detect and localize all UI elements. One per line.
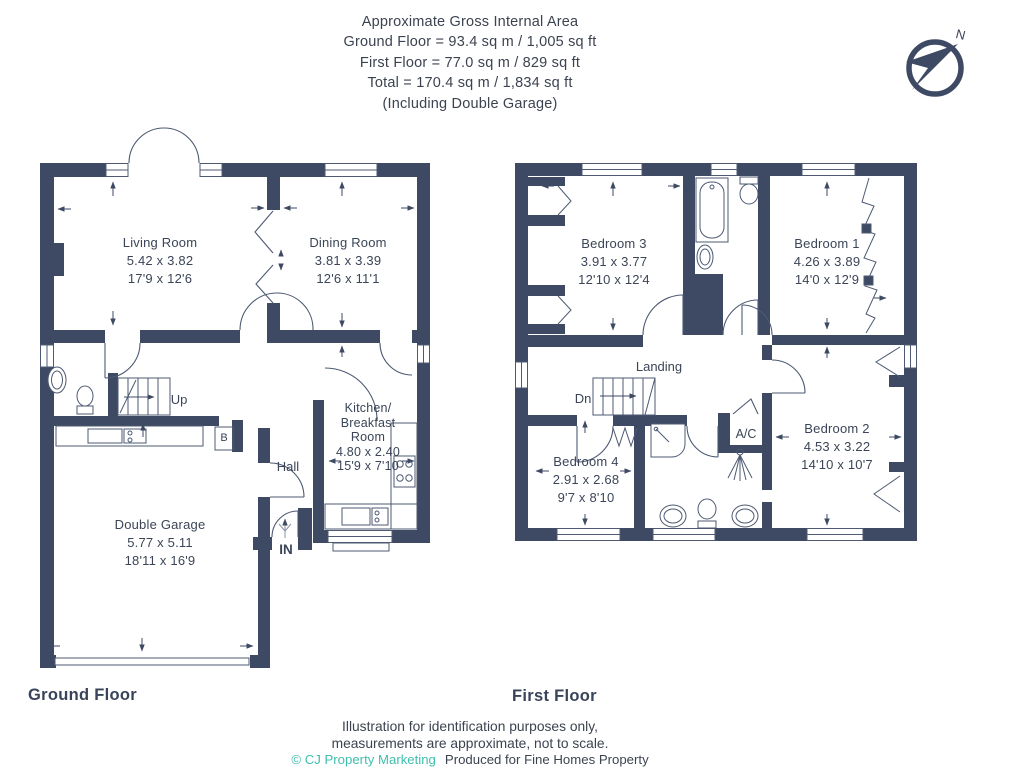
stairs-down-label: Dn	[574, 391, 592, 406]
window	[905, 345, 917, 368]
room-dimensions-metric: 5.77 x 5.11	[127, 535, 193, 550]
credits	[150, 752, 790, 767]
airing-cupboard-label: A/C	[735, 427, 757, 441]
chimney-bump	[54, 243, 64, 276]
wall-segment	[298, 508, 312, 550]
summary-ground: Ground Floor = 93.4 sq m / 1,005 sq ft	[343, 34, 597, 51]
french-door-arc	[164, 128, 199, 163]
disclaimer-line-1: Illustration for identification purposes only,	[342, 719, 598, 734]
boiler-label: B	[220, 432, 228, 444]
room-label-bedroom-3	[578, 235, 650, 289]
window	[41, 345, 54, 367]
room-dimensions-metric: 3.81 x 3.39	[314, 253, 382, 268]
room-name: Room	[350, 430, 386, 445]
window	[200, 164, 222, 177]
toilet-icon	[77, 386, 93, 414]
wall-segment	[250, 655, 270, 668]
room-label-bedroom-4	[553, 453, 620, 507]
cupboard-door	[733, 399, 758, 414]
wall-segment	[54, 330, 105, 343]
wardrobe-stub	[528, 285, 565, 296]
wardrobe-stub	[889, 462, 905, 472]
wall-segment	[762, 345, 772, 360]
room-dimensions-imperial: 12'10 x 12'4	[578, 272, 650, 287]
door-arc	[105, 343, 140, 378]
summary-total: Total = 170.4 sq m / 1,834 sq ft	[367, 75, 573, 92]
wardrobe-post	[864, 276, 873, 285]
stairs-diagonal	[645, 378, 655, 415]
wall-segment	[40, 163, 54, 668]
wardrobe-stub	[889, 375, 905, 387]
garage-door	[55, 658, 249, 665]
ground-floor-plan	[40, 128, 430, 668]
wall-segment	[267, 303, 280, 343]
window	[418, 345, 430, 363]
room-name: Breakfast	[340, 415, 396, 430]
compass-north-label: N	[954, 26, 968, 43]
room-name: Kitchen/	[344, 401, 392, 415]
wall-segment	[140, 330, 240, 343]
wardrobe-icon	[613, 428, 637, 446]
stairs-up	[118, 378, 170, 415]
compass-ring	[909, 42, 961, 94]
wall-segment	[200, 163, 430, 177]
bath-icon	[696, 178, 728, 242]
wall-segment	[232, 420, 243, 452]
first-floor-title: First Floor	[512, 687, 597, 705]
room-name: Bedroom 4	[553, 454, 619, 469]
room-label-hall: Hall	[276, 459, 300, 474]
room-label-bedroom-2	[801, 420, 873, 474]
wardrobe-icon	[558, 186, 571, 215]
compass-icon	[906, 42, 961, 94]
room-name: Bedroom 1	[794, 236, 860, 251]
room-dimensions-imperial: 12'6 x 11'1	[316, 271, 380, 286]
summary-first: First Floor = 77.0 sq m / 829 sq ft	[359, 54, 581, 71]
counter	[325, 504, 417, 529]
wall-segment	[762, 393, 772, 490]
shower-icon	[651, 424, 685, 457]
room-label-double-garage	[115, 516, 206, 570]
utility-sink-icon	[88, 429, 146, 443]
stairs-up-label: Up	[170, 392, 188, 407]
window	[653, 529, 715, 541]
wall-segment	[683, 274, 723, 335]
toilet-icon	[698, 499, 716, 528]
entrance-arrow-icon	[279, 519, 291, 538]
wall-segment	[267, 177, 280, 210]
room-dimensions-imperial: 18'11 x 16'9	[124, 553, 196, 568]
room-dimensions-metric: 4.53 x 3.22	[803, 439, 871, 454]
wall-segment	[762, 502, 772, 528]
wall-segment	[313, 400, 324, 533]
window	[106, 164, 128, 177]
room-label-dining-room	[309, 234, 386, 288]
window	[807, 529, 863, 541]
wardrobe-stub	[528, 177, 565, 186]
door-arc	[380, 343, 412, 375]
room-dimensions-imperial: 17'9 x 12'6	[127, 271, 193, 286]
wall-segment	[258, 497, 270, 655]
door-arc	[277, 293, 313, 330]
wall-segment	[515, 163, 528, 541]
wall-segment	[634, 426, 645, 528]
window	[325, 164, 377, 177]
stairs-down	[593, 378, 655, 415]
room-name: Bedroom 2	[804, 421, 870, 436]
wall-segment	[40, 655, 56, 668]
room-dimensions-metric: 5.42 x 3.82	[126, 253, 194, 268]
door-arc	[723, 300, 758, 335]
window	[557, 529, 620, 541]
window	[711, 164, 737, 176]
first-floor-fixtures	[651, 177, 758, 528]
room-dimensions-metric: 2.91 x 2.68	[552, 472, 620, 487]
room-label-landing: Landing	[635, 359, 683, 374]
wall-segment	[412, 330, 430, 343]
room-dimensions-imperial: 9'7 x 8'10	[557, 490, 615, 505]
window	[328, 531, 392, 543]
summary-title: Approximate Gross Internal Area	[361, 14, 579, 30]
wall-segment	[528, 335, 643, 347]
room-name: Bedroom 3	[581, 236, 647, 251]
credit-produced: Produced for Fine Homes Property	[444, 752, 649, 767]
wardrobe-stub	[528, 324, 565, 334]
window	[582, 164, 642, 176]
door-step	[333, 543, 389, 551]
summary-note: (Including Double Garage)	[382, 95, 558, 112]
wardrobe-icon	[876, 347, 900, 377]
room-dimensions-metric: 4.80 x 2.40	[335, 444, 401, 459]
room-name: Living Room	[122, 235, 198, 250]
door-arc	[687, 426, 718, 457]
wall-segment	[253, 537, 272, 550]
room-label-living-room	[123, 234, 197, 288]
wall-segment	[772, 335, 917, 345]
room-name: Dining Room	[309, 235, 387, 250]
room-dimensions-imperial: 14'10 x 10'7	[801, 457, 873, 472]
wall-segment	[54, 416, 219, 426]
door-arc	[772, 360, 805, 393]
kitchen-sink-icon	[342, 508, 388, 525]
wall-segment	[258, 428, 270, 463]
room-dimensions-metric: 3.91 x 3.77	[580, 254, 648, 269]
room-dimensions-imperial: 14'0 x 12'9	[794, 272, 860, 287]
shower-head-icon	[728, 449, 752, 481]
sink-basin	[52, 371, 63, 389]
sink-icon	[697, 245, 713, 269]
bifold-door-icon	[255, 211, 273, 253]
wardrobe-icon	[862, 178, 877, 333]
area-summary	[230, 12, 710, 114]
door-arc	[643, 295, 683, 335]
room-label-bedroom-1	[794, 235, 861, 289]
disclaimer-line-2: measurements are approximate, not to scale.	[331, 736, 609, 751]
wardrobe-post	[862, 224, 871, 233]
window	[516, 362, 528, 388]
wardrobe-stub	[528, 215, 565, 226]
wall-segment	[718, 413, 730, 447]
wall-segment	[528, 415, 577, 426]
ground-floor-title: Ground Floor	[28, 686, 137, 704]
french-door-arc	[129, 128, 164, 163]
window	[802, 164, 855, 176]
sink-icon	[732, 505, 758, 527]
wardrobe-icon	[558, 296, 571, 324]
entrance-label: IN	[279, 542, 293, 557]
credit-marketing: © CJ Property Marketing	[291, 752, 436, 767]
wardrobe-icon	[874, 476, 900, 512]
room-name: Double Garage	[114, 517, 206, 532]
toilet-icon	[740, 177, 758, 204]
wall-segment	[108, 373, 118, 420]
sink-icon	[660, 505, 686, 527]
room-label-kitchen	[336, 401, 400, 474]
room-dimensions-imperial: 15'9 x 7'10	[337, 459, 399, 474]
wall-segment	[280, 330, 380, 343]
room-dimensions-metric: 4.26 x 3.89	[793, 254, 861, 269]
